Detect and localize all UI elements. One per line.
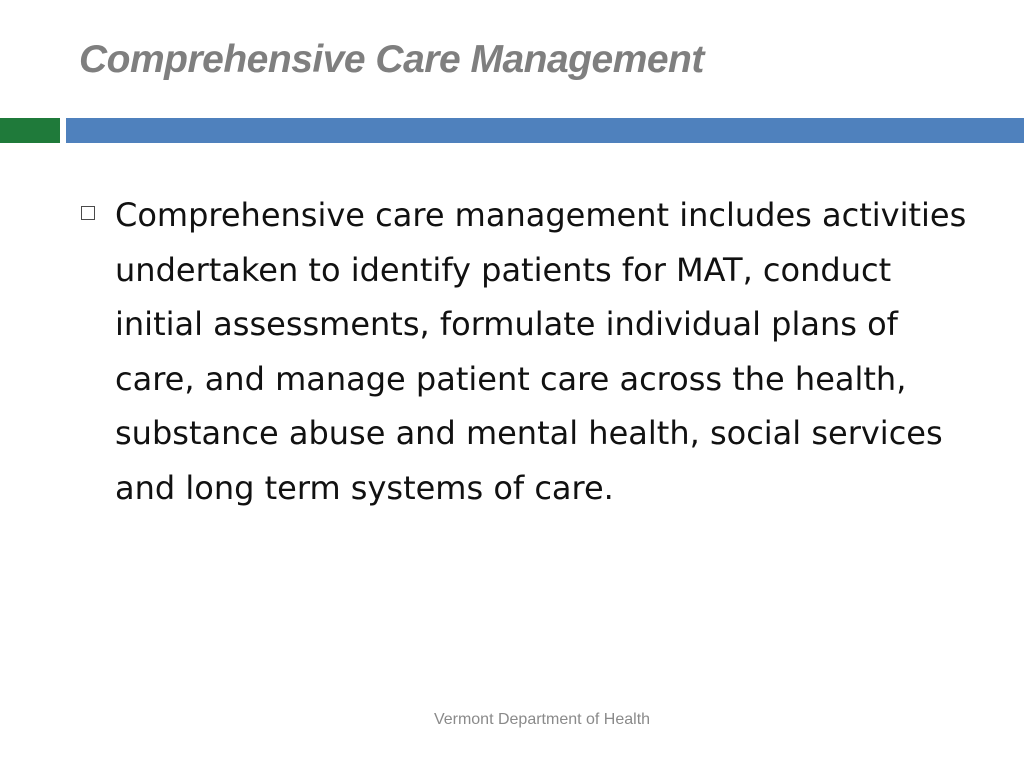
accent-bar-green: [0, 118, 60, 143]
square-bullet-icon: [81, 206, 95, 220]
accent-bar-blue: [66, 118, 1024, 143]
footer-text: Vermont Department of Health: [433, 711, 651, 728]
slide-title: Comprehensive Care Management: [79, 38, 704, 81]
bullet-text: Comprehensive care management includes activities undertaken to identify patients for MAT, conduct initial assessments, formulate individual plans of care, and manage patient care across the health, substance abuse and mental health, social services and long term systems of care.: [115, 196, 967, 507]
